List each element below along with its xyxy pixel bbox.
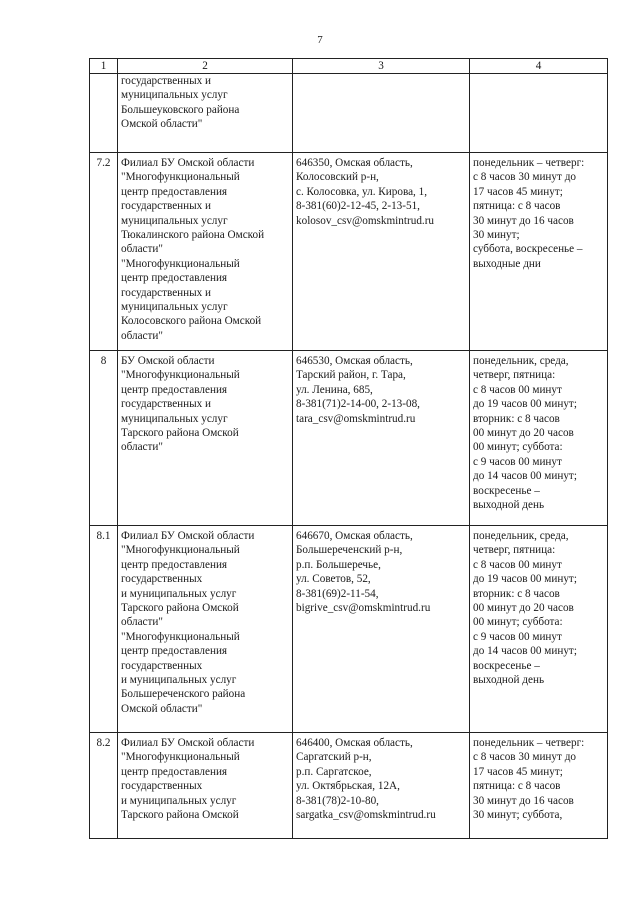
row-number: 8.2 bbox=[90, 733, 118, 839]
center-address: 646670, Омская область, Большереченский р-н, р.п. Большеречье, ул. Советов, 52, 8-381(69)2-11-54, bigrive_csv@omskmintrud.ru bbox=[293, 526, 470, 733]
center-name: Филиал БУ Омской области "Многофункциональный центр предоставления государственных и муниципальных услуг Тарского района Омской bbox=[118, 733, 293, 839]
center-address: 646530, Омская область, Тарский район, г. Тара, ул. Ленина, 685, 8-381(71)2-14-00, 2-13-08, tara_csv@omskmintrud.ru bbox=[293, 351, 470, 526]
center-name: Филиал БУ Омской области "Многофункциональный центр предоставления государственных и муниципальных услуг Тюкалинского района Омской области" "Многофункциональный центр предоставления государственных и муниципальных услуг Колосовского района Омской области" bbox=[118, 153, 293, 351]
table-row bbox=[90, 733, 608, 839]
center-address: 646350, Омская область, Колосовский р-н, с. Колосовка, ул. Кирова, 1, 8-381(60)2-12-45, 2-13-51, kolosov_csv@omskmintrud.ru bbox=[293, 153, 470, 351]
services-table bbox=[89, 58, 608, 839]
column-header: 4 bbox=[470, 59, 608, 74]
table-header-row bbox=[90, 59, 608, 74]
column-header: 3 bbox=[293, 59, 470, 74]
center-hours: понедельник, среда, четверг, пятница: с 8 часов 00 минут до 19 часов 00 минут; вторник: с 8 часов 00 минут до 20 часов 00 минут; суббота: с 9 часов 00 минут до 14 часов 00 минут; воскресенье – выходной день bbox=[470, 351, 608, 526]
column-header: 1 bbox=[90, 59, 118, 74]
row-number: 8 bbox=[90, 351, 118, 526]
page-number: 7 bbox=[317, 34, 323, 46]
center-hours: понедельник – четверг: с 8 часов 30 минут до 17 часов 45 минут; пятница: с 8 часов 30 минут до 16 часов 30 минут; суббота, воскресенье – выходные дни bbox=[470, 153, 608, 351]
center-hours bbox=[470, 74, 608, 153]
table-row bbox=[90, 351, 608, 526]
table-row bbox=[90, 526, 608, 733]
row-number: 8.1 bbox=[90, 526, 118, 733]
row-number: 7.2 bbox=[90, 153, 118, 351]
center-name: БУ Омской области "Многофункциональный центр предоставления государственных и муниципальных услуг Тарского района Омской области" bbox=[118, 351, 293, 526]
table-row bbox=[90, 74, 608, 153]
column-header: 2 bbox=[118, 59, 293, 74]
row-number bbox=[90, 74, 118, 153]
center-hours: понедельник, среда, четверг, пятница: с 8 часов 00 минут до 19 часов 00 минут; вторник: с 8 часов 00 минут до 20 часов 00 минут; суббота: с 9 часов 00 минут до 14 часов 00 минут; воскресенье – выходной день bbox=[470, 526, 608, 733]
center-name: государственных и муниципальных услуг Большеуковского района Омской области" bbox=[118, 74, 293, 153]
center-name: Филиал БУ Омской области "Многофункциональный центр предоставления государственных и муниципальных услуг Тарского района Омской области" "Многофункциональный центр предоставления государственных и муниципальных услуг Большереченского района Омской области" bbox=[118, 526, 293, 733]
table-row bbox=[90, 153, 608, 351]
center-hours: понедельник – четверг: с 8 часов 30 минут до 17 часов 45 минут; пятница: с 8 часов 30 минут до 16 часов 30 минут; суббота, bbox=[470, 733, 608, 839]
center-address bbox=[293, 74, 470, 153]
center-address: 646400, Омская область, Саргатский р-н, р.п. Саргатское, ул. Октябрьская, 12А, 8-381(78)2-10-80, sargatka_csv@omskmintrud.ru bbox=[293, 733, 470, 839]
